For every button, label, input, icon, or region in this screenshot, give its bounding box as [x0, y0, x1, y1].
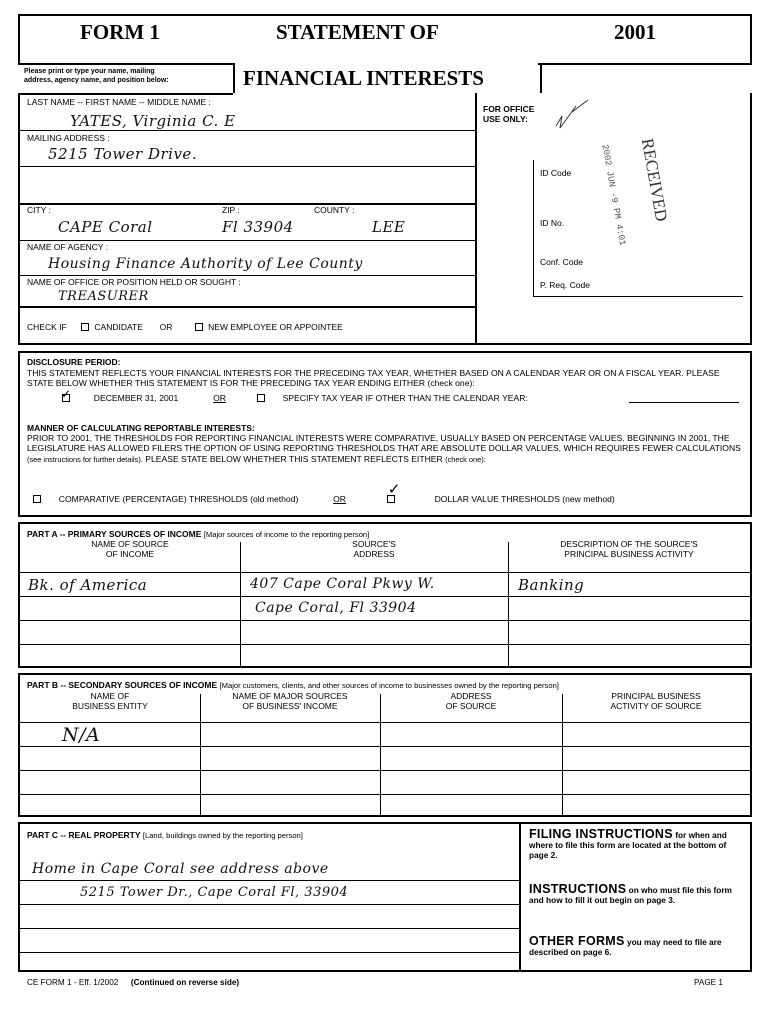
part-a-row-line [20, 572, 750, 573]
part-a-row2-address[interactable]: Cape Coral, Fl 33904 [255, 600, 417, 616]
received-stamp-date: 2002 JUN -9 PM 4:01 [599, 143, 628, 247]
manner-text-note: (see instructions for further details). [27, 454, 143, 464]
part-a-row1-name[interactable]: Bk. of America [28, 576, 148, 594]
who-must-file-instructions: INSTRUCTIONS on who must file this form and how to fill it out begin on page 3. [529, 882, 732, 905]
new-employee-checkbox[interactable] [195, 323, 203, 331]
part-c-row-line [20, 928, 519, 929]
part-b-row-line [20, 722, 750, 723]
conf-code-label: Conf. Code [540, 257, 583, 267]
manner-heading: MANNER OF CALCULATING REPORTABLE INTERESTS: [27, 423, 255, 433]
part-b-col-line [200, 694, 201, 816]
office-initials-mark [552, 96, 592, 132]
dollar-value-label: DOLLAR VALUE THRESHOLDS (new method) [434, 494, 615, 504]
part-c-row-line [20, 952, 519, 953]
other-forms-instructions: OTHER FORMS you may need to file are described on page 6. [529, 934, 722, 957]
part-b-heading-row [27, 680, 559, 691]
mailing-value[interactable]: 5215 Tower Drive. [48, 145, 198, 163]
form-year: 2001 [614, 20, 656, 44]
part-a-col-line [508, 542, 509, 667]
check-if-row [27, 322, 343, 332]
december-31-label: DECEMBER 31, 2001 [93, 393, 179, 403]
form-title-line2: FINANCIAL INTERESTS [243, 66, 484, 90]
county-label: COUNTY : [314, 205, 355, 215]
received-stamp: RECEIVED [637, 136, 672, 223]
part-b-row-line [20, 770, 750, 771]
comparative-label: COMPARATIVE (PERCENTAGE) THRESHOLDS (old method) [58, 494, 299, 504]
footer-page-number: PAGE 1 [694, 978, 723, 987]
city-label: CITY : [27, 205, 51, 215]
manner-text [27, 433, 743, 465]
part-b-col1-header: NAME OF BUSINESS ENTITY [72, 691, 148, 711]
part-a-row-line [20, 596, 750, 597]
part-a-row-line [20, 620, 750, 621]
part-a-subheading: [Major sources of income to the reporting person] [203, 530, 370, 539]
part-a-col3-header: DESCRIPTION OF THE SOURCE'S PRINCIPAL BUSINESS ACTIVITY [560, 539, 698, 559]
part-b-col-line [380, 694, 381, 816]
part-a-col2-header: SOURCE'S ADDRESS [352, 539, 396, 559]
part-b-col2-header: NAME OF MAJOR SOURCES OF BUSINESS' INCOME [232, 691, 348, 711]
disclosure-or: OR [213, 393, 226, 403]
office-separator [475, 93, 477, 345]
manner-options [33, 480, 615, 504]
field-line [20, 275, 475, 276]
office-use-label-2: USE ONLY: [483, 114, 528, 124]
office-bottom-line [533, 296, 743, 297]
part-a-row1-address[interactable]: 407 Cape Coral Pkwy W. [250, 576, 435, 592]
filing-instructions: FILING INSTRUCTIONS for when and where to file this form are located at the bottom of page 2. [529, 827, 727, 860]
part-c-heading: PART C -- REAL PROPERTY [27, 830, 141, 840]
header-divider [538, 63, 752, 65]
field-line [20, 306, 475, 308]
check-if-label: CHECK IF [27, 322, 67, 332]
part-b-row-line [20, 746, 750, 747]
tax-year-fill-line [629, 402, 739, 403]
manner-text-a: PRIOR TO 2001, THE THRESHOLDS FOR REPORTING FINANCIAL INTERESTS WERE COMPARATIVE, USUALLY BASED ON PERCENTAGE VALUES. BEGINNING IN 2001, THE LEGISLATURE HAS ALLOWED FILERS THE OPTION OF USING REPORTING THRESHOLDS THAT ARE ABSOLUTE DOLLAR VALUES, WHICH REQUIRES FEWER CALCULATIONS [27, 433, 741, 454]
form-title-line1: STATEMENT OF [276, 20, 439, 44]
candidate-label: CANDIDATE [94, 322, 143, 332]
office-label: NAME OF OFFICE OR POSITION HELD OR SOUGHT : [27, 277, 241, 287]
field-line [20, 203, 475, 205]
or-label: OR [159, 322, 173, 332]
part-a-col-line [240, 542, 241, 667]
filer-top-line [18, 93, 233, 95]
part-b-subheading: [Major customers, clients, and other sources of income to businesses owned by the reporting person] [219, 681, 559, 690]
form-number: FORM 1 [80, 20, 160, 44]
other-tax-year-checkbox[interactable] [257, 394, 265, 402]
city-value[interactable]: CAPE Coral [58, 218, 153, 236]
mailing-label: MAILING ADDRESS : [27, 133, 110, 143]
manner-text-b: PLEASE STATE BELOW WHETHER THIS STATEMENT REFLECTS EITHER [145, 453, 443, 464]
name-label: LAST NAME -- FIRST NAME -- MIDDLE NAME : [27, 97, 211, 107]
county-value[interactable]: LEE [372, 218, 406, 236]
part-c-subheading: [Land, buildings owned by the reporting person] [142, 831, 303, 840]
comparative-checkbox[interactable] [33, 495, 41, 503]
part-c-row-line [20, 904, 519, 905]
agency-value[interactable]: Housing Finance Authority of Lee County [48, 256, 363, 272]
candidate-checkbox[interactable] [81, 323, 89, 331]
part-c-divider [519, 822, 521, 972]
field-line [20, 130, 475, 131]
header-divider [18, 63, 234, 65]
new-employee-label: NEW EMPLOYEE OR APPOINTEE [208, 322, 343, 332]
p-req-code-label: P. Req. Code [540, 280, 590, 290]
print-note-line2: address, agency name, and position below: [24, 77, 169, 84]
zip-label: ZIP : [222, 205, 240, 215]
part-b-row-line [20, 794, 750, 795]
agency-label: NAME OF AGENCY : [27, 242, 109, 252]
zip-value[interactable]: Fl 33904 [222, 218, 294, 236]
print-note-line1: Please print or type your name, mailing [24, 68, 155, 75]
part-a-heading: PART A -- PRIMARY SOURCES OF INCOME [27, 529, 202, 539]
december-31-checkbox[interactable]: ✓ [61, 387, 72, 401]
part-b-heading: PART B -- SECONDARY SOURCES OF INCOME [27, 680, 218, 690]
part-c-heading-row [27, 830, 303, 841]
disclosure-options [61, 387, 528, 403]
field-line [20, 166, 475, 167]
disclosure-heading: DISCLOSURE PERIOD: [27, 357, 121, 367]
office-inner-line [533, 160, 534, 296]
part-b-col-line [562, 694, 563, 816]
footer-form-id: CE FORM 1 - Eff. 1/2002 (Continued on reverse side) [27, 978, 240, 987]
part-a-col1-header: NAME OF SOURCE OF INCOME [91, 539, 169, 559]
part-a-row-line [20, 644, 750, 645]
name-value[interactable]: YATES, Virginia C. E [70, 112, 236, 130]
manner-text-check: (check one): [445, 454, 486, 464]
other-tax-year-label: SPECIFY TAX YEAR IF OTHER THAN THE CALENDAR YEAR: [282, 393, 528, 403]
manner-or: OR [333, 494, 347, 504]
id-code-label: ID Code [540, 168, 572, 178]
part-a-row1-description[interactable]: Banking [518, 576, 585, 594]
part-c-row2[interactable]: 5215 Tower Dr., Cape Coral Fl, 33904 [80, 885, 349, 900]
part-b-col4-header: PRINCIPAL BUSINESS ACTIVITY OF SOURCE [610, 691, 702, 711]
dollar-value-checkbox[interactable]: ✓ [387, 495, 395, 503]
disclosure-text: THIS STATEMENT REFLECTS YOUR FINANCIAL INTERESTS FOR THE PRECEDING TAX YEAR, WHETHER BASED ON A CALENDAR YEAR OR ON A FISCAL YEAR. PLEASE STATE BELOW WHETHER THIS STATEMENT IS FOR THE PRECEDING TAX YEAR ENDING EITHER (check one): [27, 368, 720, 389]
part-c-row1[interactable]: Home in Cape Coral see address above [32, 861, 329, 877]
part-b-row1-entity[interactable]: N/A [62, 724, 101, 746]
office-value[interactable]: TREASURER [58, 289, 149, 304]
office-use-label-1: FOR OFFICE [483, 104, 535, 114]
id-no-label: ID No. [540, 218, 565, 228]
part-c-row-line [20, 880, 519, 881]
field-line [20, 240, 475, 241]
part-b-col3-header: ADDRESS OF SOURCE [445, 691, 497, 711]
